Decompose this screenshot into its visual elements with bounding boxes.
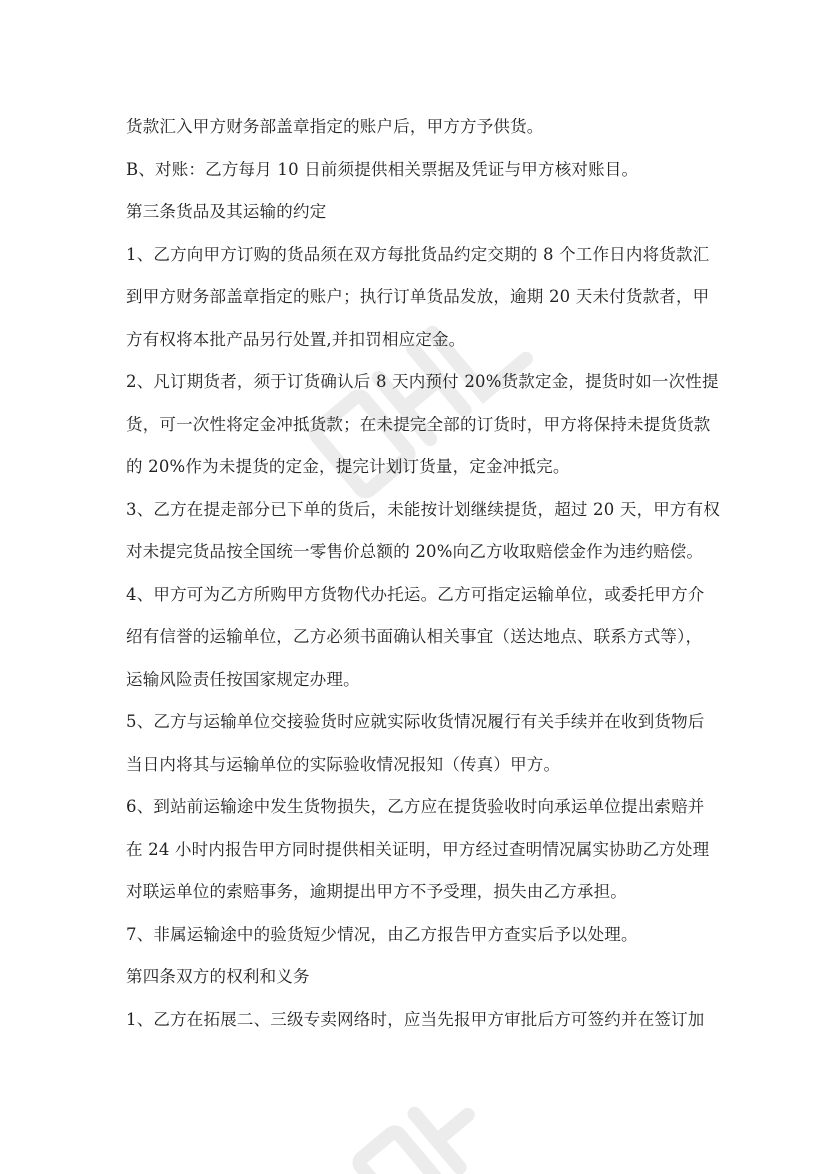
paragraph-p-3-7 [126,914,716,957]
text-line: 到甲方财务部盖章指定的账户；执行订单货品发放，逾期 20 天未付货款者，甲 [126,287,710,306]
text-line: 对未提完货品按全国统一零售价总额的 20%向乙方收取赔偿金作为违约赔偿。 [126,542,704,561]
paragraph-p-article-3-heading [126,191,716,234]
text-line: 当日内将其与运输单位的实际验收情况报知（传真）甲方。 [126,754,561,774]
paragraph-p-3-1 [126,234,716,362]
paragraph-p-3-6 [126,786,716,914]
paragraph-p-continued [126,106,716,149]
paragraph-p-article-4-heading [126,956,716,999]
paragraph-p-4-1 [126,999,716,1042]
text-line: 5、乙方与运输单位交接验货时应就实际收货情况履行有关手续并在收到货物后 [126,712,705,731]
text-line: 货，可一次性将定金冲抵货款；在未提完全部的订货时，甲方将保持未提货货款 [126,414,711,434]
text-line: 4、甲方可为乙方所购甲方货物代办托运。乙方可指定运输单位，或委托甲方介 [126,584,705,604]
text-line: 货款汇入甲方财务部盖章指定的账户后，甲方方予供货。 [126,117,544,136]
text-line: 1、乙方在拓展二、三级专卖网络时，应当先报甲方审批后方可签约并在签订加 [126,1009,705,1029]
watermark-graphic-lower [330,1050,530,1174]
text-line: 绍有信誉的运输单位，乙方必须书面确认相关事宜（送达地点、联系方式等）， [126,627,703,646]
text-line: 第三条货品及其运输的约定 [126,202,327,221]
text-line: 2、凡订期货者，须于订货确认后 8 天内预付 20%货款定金，提货时如一次性提 [126,372,719,391]
paragraph-p-3-3 [126,489,721,574]
paragraph-p-3-2 [126,361,719,489]
text-line: 运输风险责任按国家规定办理。 [126,669,360,689]
text-line: 7、非属运输途中的验货短少情况，由乙方报告甲方查实后予以处理。 [126,924,638,944]
text-line: 对联运单位的索赔事务，逾期提出甲方不予受理，损失由乙方承担。 [126,882,627,901]
text-line: 1、乙方向甲方订购的货品须在双方每批货品约定交期的 8 个工作日内将货款汇 [126,244,710,264]
document-body [126,106,721,1041]
text-line: B、对账：乙方每月 10 日前须提供相关票据及凭证与甲方核对账目。 [126,159,639,179]
paragraph-p-3-4 [126,574,716,702]
paragraph-p-3-5 [126,701,716,786]
text-line: 方有权将本批产品另行处置,并扣罚相应定金。 [126,329,466,349]
paragraph-p-b-reconcile [126,149,716,192]
text-line: 3、乙方在提走部分已下单的货后，未能按计划继续提货，超过 20 天，甲方有权 [126,499,721,519]
text-line: 6、到站前运输途中发生货物损失，乙方应在提货验收时向承运单位提出索赔并 [126,797,705,816]
text-line: 在 24 小时内报告甲方同时提供相关证明，甲方经过查明情况属实协助乙方处理 [126,839,710,859]
text-line: 第四条双方的权利和义务 [126,967,310,986]
text-line: 的 20%作为未提货的定金，提完计划订货量，定金冲抵完。 [126,457,570,476]
